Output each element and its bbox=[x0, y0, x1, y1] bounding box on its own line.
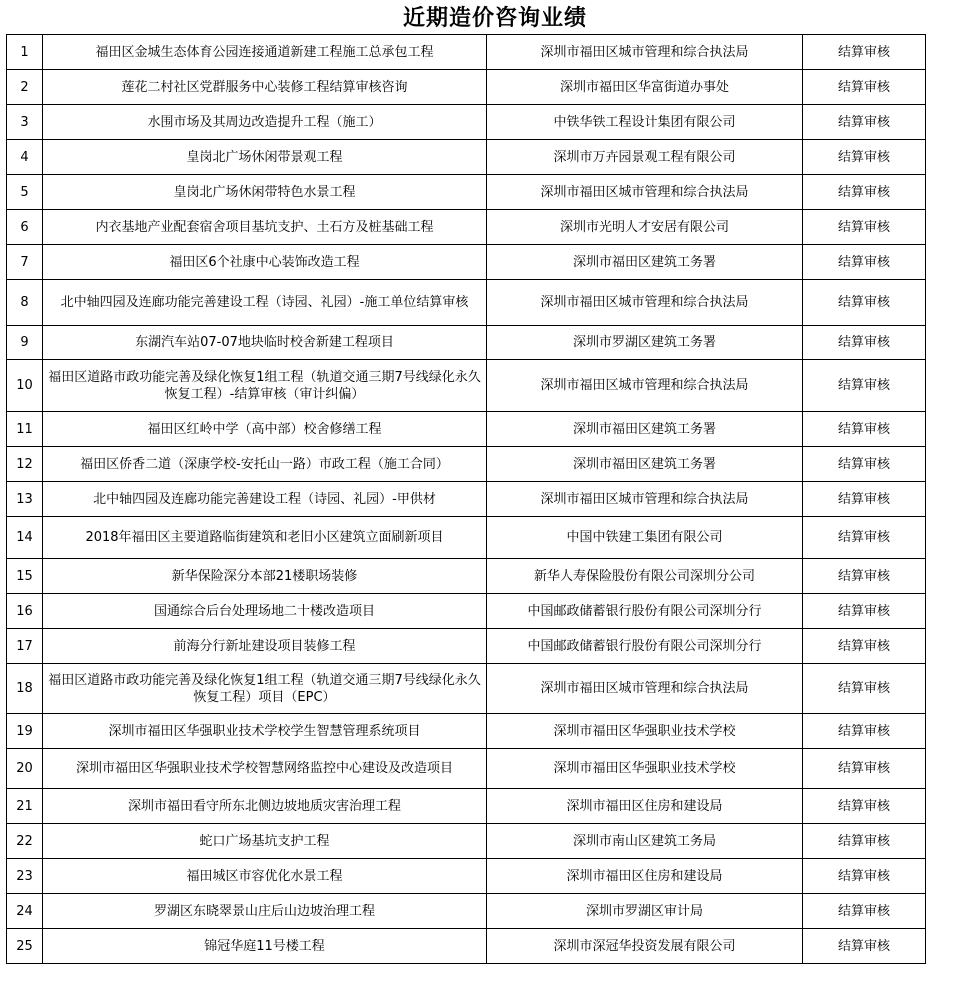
service-type-cell: 结算审核 bbox=[803, 360, 926, 412]
table-row bbox=[7, 210, 926, 245]
client-name-cell: 深圳市福田区华强职业技术学校 bbox=[487, 749, 803, 789]
service-type-cell: 结算审核 bbox=[803, 175, 926, 210]
project-name-cell: 莲花二村社区党群服务中心装修工程结算审核咨询 bbox=[43, 70, 487, 105]
project-name-cell: 福田城区市容优化水景工程 bbox=[43, 859, 487, 894]
project-name-cell: 福田区6个社康中心装饰改造工程 bbox=[43, 245, 487, 280]
table-row bbox=[7, 749, 926, 789]
row-number-cell: 14 bbox=[7, 517, 43, 559]
row-number-cell: 25 bbox=[7, 929, 43, 964]
row-number-cell: 22 bbox=[7, 824, 43, 859]
service-type-cell: 结算审核 bbox=[803, 210, 926, 245]
table-row bbox=[7, 140, 926, 175]
client-name-cell: 深圳市福田区城市管理和综合执法局 bbox=[487, 482, 803, 517]
client-name-cell: 深圳市福田区城市管理和综合执法局 bbox=[487, 664, 803, 714]
row-number-cell: 9 bbox=[7, 326, 43, 360]
service-type-cell: 结算审核 bbox=[803, 447, 926, 482]
service-type-cell: 结算审核 bbox=[803, 517, 926, 559]
table-row bbox=[7, 447, 926, 482]
table-row bbox=[7, 894, 926, 929]
service-type-cell: 结算审核 bbox=[803, 859, 926, 894]
service-type-cell: 结算审核 bbox=[803, 559, 926, 594]
project-name-cell: 前海分行新址建设项目装修工程 bbox=[43, 629, 487, 664]
client-name-cell: 深圳市福田区华富街道办事处 bbox=[487, 70, 803, 105]
service-type-cell: 结算审核 bbox=[803, 140, 926, 175]
table-row bbox=[7, 629, 926, 664]
row-number-cell: 15 bbox=[7, 559, 43, 594]
client-name-cell: 深圳市深冠华投资发展有限公司 bbox=[487, 929, 803, 964]
service-type-cell: 结算审核 bbox=[803, 894, 926, 929]
project-name-cell: 锦冠华庭11号楼工程 bbox=[43, 929, 487, 964]
client-name-cell: 深圳市福田区城市管理和综合执法局 bbox=[487, 35, 803, 70]
client-name-cell: 中铁华铁工程设计集团有限公司 bbox=[487, 105, 803, 140]
row-number-cell: 13 bbox=[7, 482, 43, 517]
project-name-cell: 罗湖区东晓翠景山庄后山边坡治理工程 bbox=[43, 894, 487, 929]
project-name-cell: 福田区红岭中学（高中部）校舍修缮工程 bbox=[43, 412, 487, 447]
client-name-cell: 深圳市福田区建筑工务署 bbox=[487, 447, 803, 482]
table-row bbox=[7, 517, 926, 559]
table-row bbox=[7, 360, 926, 412]
service-type-cell: 结算审核 bbox=[803, 280, 926, 326]
table-row bbox=[7, 714, 926, 749]
row-number-cell: 7 bbox=[7, 245, 43, 280]
row-number-cell: 8 bbox=[7, 280, 43, 326]
table-row bbox=[7, 859, 926, 894]
records-table-body bbox=[7, 35, 926, 964]
table-row bbox=[7, 789, 926, 824]
table-row bbox=[7, 929, 926, 964]
project-name-cell: 皇岗北广场休闲带景观工程 bbox=[43, 140, 487, 175]
project-name-cell: 福田区金城生态体育公园连接通道新建工程施工总承包工程 bbox=[43, 35, 487, 70]
project-name-cell: 北中轴四园及连廊功能完善建设工程（诗园、礼园）-施工单位结算审核 bbox=[43, 280, 487, 326]
client-name-cell: 中国邮政储蓄银行股份有限公司深圳分行 bbox=[487, 594, 803, 629]
row-number-cell: 19 bbox=[7, 714, 43, 749]
project-name-cell: 新华保险深分本部21楼职场装修 bbox=[43, 559, 487, 594]
client-name-cell: 深圳市福田区建筑工务署 bbox=[487, 245, 803, 280]
project-name-cell: 蛇口广场基坑支护工程 bbox=[43, 824, 487, 859]
service-type-cell: 结算审核 bbox=[803, 929, 926, 964]
row-number-cell: 12 bbox=[7, 447, 43, 482]
service-type-cell: 结算审核 bbox=[803, 749, 926, 789]
project-name-cell: 福田区道路市政功能完善及绿化恢复1组工程（轨道交通三期7号线绿化永久恢复工程）-结算审核（审计纠偏） bbox=[43, 360, 487, 412]
page-title: 近期造价咨询业绩 bbox=[402, 5, 587, 31]
row-number-cell: 5 bbox=[7, 175, 43, 210]
project-name-cell: 深圳市福田看守所东北侧边坡地质灾害治理工程 bbox=[43, 789, 487, 824]
table-row bbox=[7, 175, 926, 210]
client-name-cell: 深圳市福田区住房和建设局 bbox=[487, 859, 803, 894]
service-type-cell: 结算审核 bbox=[803, 412, 926, 447]
row-number-cell: 4 bbox=[7, 140, 43, 175]
service-type-cell: 结算审核 bbox=[803, 105, 926, 140]
client-name-cell: 深圳市福田区住房和建设局 bbox=[487, 789, 803, 824]
table-row bbox=[7, 35, 926, 70]
service-type-cell: 结算审核 bbox=[803, 326, 926, 360]
service-type-cell: 结算审核 bbox=[803, 245, 926, 280]
table-row bbox=[7, 280, 926, 326]
client-name-cell: 深圳市罗湖区审计局 bbox=[487, 894, 803, 929]
table-row bbox=[7, 559, 926, 594]
row-number-cell: 16 bbox=[7, 594, 43, 629]
row-number-cell: 1 bbox=[7, 35, 43, 70]
client-name-cell: 深圳市南山区建筑工务局 bbox=[487, 824, 803, 859]
row-number-cell: 10 bbox=[7, 360, 43, 412]
row-number-cell: 20 bbox=[7, 749, 43, 789]
table-row bbox=[7, 326, 926, 360]
project-name-cell: 内衣基地产业配套宿舍项目基坑支护、土石方及桩基础工程 bbox=[43, 210, 487, 245]
client-name-cell: 深圳市万卉园景观工程有限公司 bbox=[487, 140, 803, 175]
client-name-cell: 深圳市罗湖区建筑工务署 bbox=[487, 326, 803, 360]
project-name-cell: 深圳市福田区华强职业技术学校学生智慧管理系统项目 bbox=[43, 714, 487, 749]
table-row bbox=[7, 594, 926, 629]
table-row bbox=[7, 105, 926, 140]
service-type-cell: 结算审核 bbox=[803, 70, 926, 105]
client-name-cell: 深圳市福田区城市管理和综合执法局 bbox=[487, 280, 803, 326]
row-number-cell: 17 bbox=[7, 629, 43, 664]
client-name-cell: 深圳市福田区建筑工务署 bbox=[487, 412, 803, 447]
service-type-cell: 结算审核 bbox=[803, 594, 926, 629]
project-name-cell: 国通综合后台处理场地二十楼改造项目 bbox=[43, 594, 487, 629]
row-number-cell: 23 bbox=[7, 859, 43, 894]
row-number-cell: 21 bbox=[7, 789, 43, 824]
row-number-cell: 18 bbox=[7, 664, 43, 714]
project-name-cell: 福田区侨香二道（深康学校-安托山一路）市政工程（施工合同） bbox=[43, 447, 487, 482]
client-name-cell: 深圳市福田区城市管理和综合执法局 bbox=[487, 175, 803, 210]
project-name-cell: 深圳市福田区华强职业技术学校智慧网络监控中心建设及改造项目 bbox=[43, 749, 487, 789]
client-name-cell: 新华人寿保险股份有限公司深圳分公司 bbox=[487, 559, 803, 594]
client-name-cell: 深圳市福田区华强职业技术学校 bbox=[487, 714, 803, 749]
table-row bbox=[7, 245, 926, 280]
service-type-cell: 结算审核 bbox=[803, 789, 926, 824]
row-number-cell: 24 bbox=[7, 894, 43, 929]
row-number-cell: 3 bbox=[7, 105, 43, 140]
project-name-cell: 皇岗北广场休闲带特色水景工程 bbox=[43, 175, 487, 210]
client-name-cell: 中国邮政储蓄银行股份有限公司深圳分行 bbox=[487, 629, 803, 664]
project-name-cell: 福田区道路市政功能完善及绿化恢复1组工程（轨道交通三期7号线绿化永久恢复工程）项目（EPC） bbox=[43, 664, 487, 714]
row-number-cell: 6 bbox=[7, 210, 43, 245]
project-name-cell: 东湖汽车站07-07地块临时校舍新建工程项目 bbox=[43, 326, 487, 360]
project-name-cell: 水围市场及其周边改造提升工程（施工） bbox=[43, 105, 487, 140]
project-name-cell: 2018年福田区主要道路临街建筑和老旧小区建筑立面刷新项目 bbox=[43, 517, 487, 559]
service-type-cell: 结算审核 bbox=[803, 35, 926, 70]
client-name-cell: 深圳市光明人才安居有限公司 bbox=[487, 210, 803, 245]
service-type-cell: 结算审核 bbox=[803, 629, 926, 664]
client-name-cell: 深圳市福田区城市管理和综合执法局 bbox=[487, 360, 803, 412]
table-row bbox=[7, 70, 926, 105]
table-row bbox=[7, 412, 926, 447]
table-row bbox=[7, 824, 926, 859]
table-row bbox=[7, 482, 926, 517]
project-name-cell: 北中轴四园及连廊功能完善建设工程（诗园、礼园）-甲供材 bbox=[43, 482, 487, 517]
row-number-cell: 2 bbox=[7, 70, 43, 105]
service-type-cell: 结算审核 bbox=[803, 482, 926, 517]
row-number-cell: 11 bbox=[7, 412, 43, 447]
service-type-cell: 结算审核 bbox=[803, 664, 926, 714]
service-type-cell: 结算审核 bbox=[803, 824, 926, 859]
service-type-cell: 结算审核 bbox=[803, 714, 926, 749]
table-row bbox=[7, 664, 926, 714]
client-name-cell: 中国中铁建工集团有限公司 bbox=[487, 517, 803, 559]
records-table bbox=[6, 34, 926, 964]
